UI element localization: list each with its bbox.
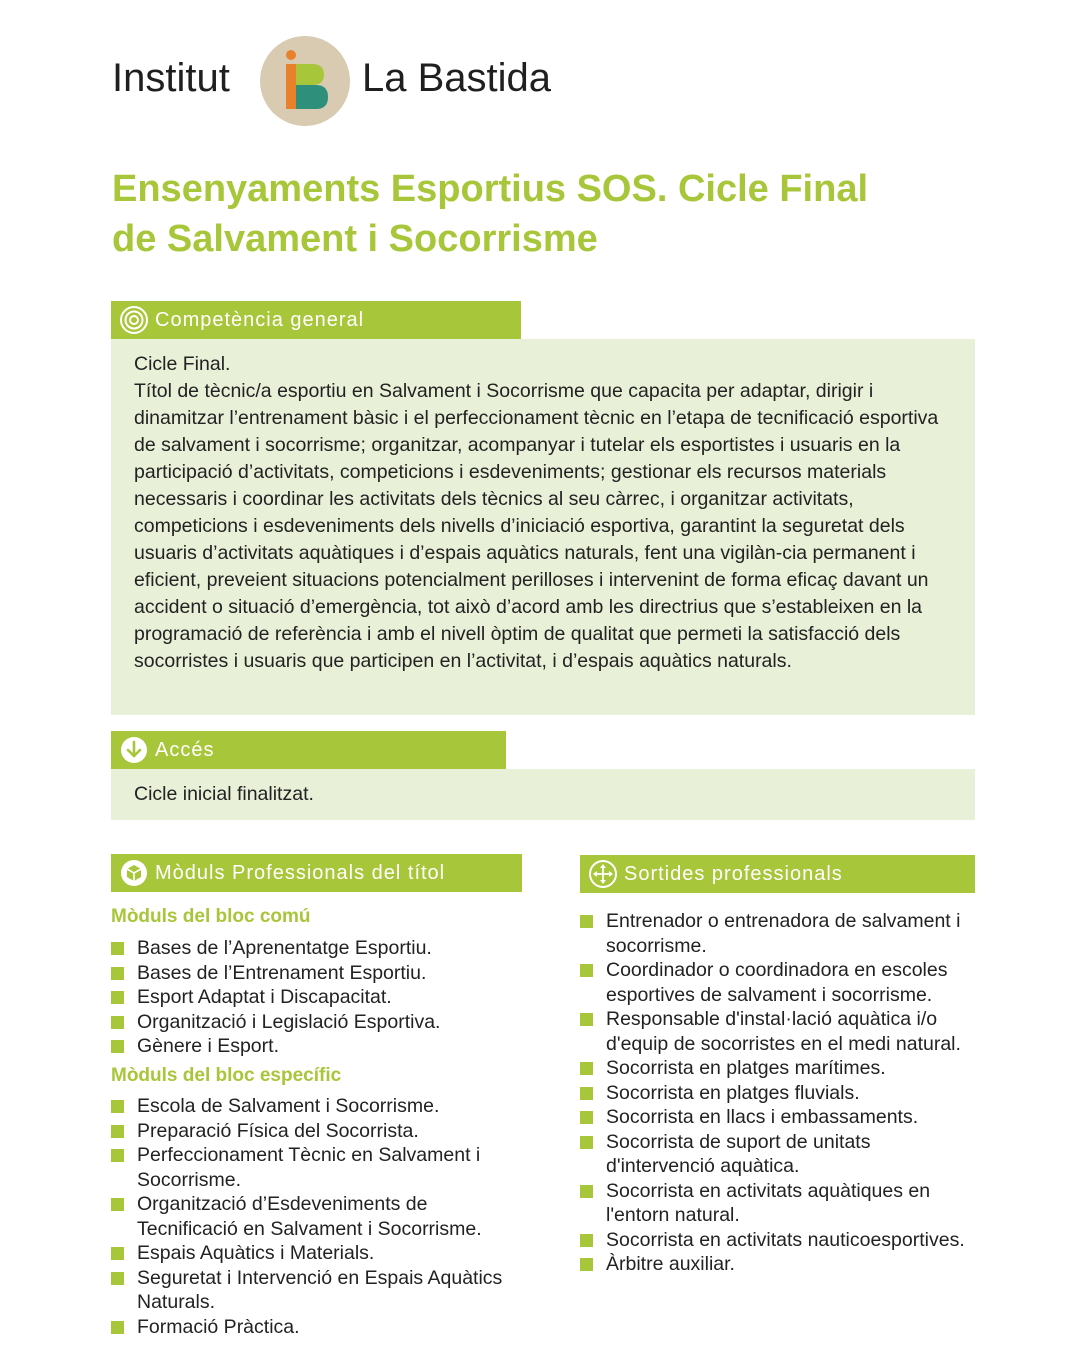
competencia-box — [111, 339, 975, 715]
brand-name-right: La Bastida — [362, 56, 552, 100]
list-item: Socorrista en activitats aquàtiques en l'entorn natural. — [580, 1179, 980, 1228]
logo-letter: B — [260, 36, 261, 37]
list-item: Socorrista en llacs i embassaments. — [580, 1105, 980, 1130]
section-header-acces — [111, 731, 506, 769]
list-item: Esport Adaptat i Discapacitat. — [111, 985, 521, 1010]
list-item: Bases de l’Aprenentatge Esportiu. — [111, 936, 521, 961]
move-arrows-icon — [588, 859, 618, 889]
list-item: Escola de Salvament i Socorrisme. — [111, 1094, 511, 1119]
list-item: Entrenador o entrenadora de salvament i socorrisme. — [580, 909, 980, 958]
sortides-list — [580, 909, 980, 1277]
list-item: Gènere i Esport. — [111, 1034, 521, 1059]
section-title: Accés — [155, 738, 215, 761]
list-item: Socorrista de suport de unitats d'intervenció aquàtica. — [580, 1130, 980, 1179]
bloc-comu-list — [111, 936, 521, 1059]
competencia-text: Títol de tècnic/a esportiu en Salvament i Socorrisme que capacita per adaptar, dirigir i dinamitzar l’entrenament bàsic i el perfeccionament tècnic en l’etapa de tecnificació esportiva de salvament i socorrisme; organitzar, acompanyar i tutelar els esportistes i usuaris en la participació d’activitats, competicions i esdeveniments; gestionar els recursos materials necessaris i coordinar les activitats dels tècnics al seu càrrec, i organitzar activitats, competicions i esdeveniments dels nivells d’iniciació esportiva, garantint la seguretat dels usuaris d’activitats aquàtiques i d’espais aquàtics naturals, fent una vigilàn-cia permanent i eficient, preveient situacions potencialment perilloses i intervenint de forma eficaç davant un accident o situació d’emergència, tot això d’acord amb les directrius que s’estableixen en la programació de referència i amb el nivell òptim de qualitat que permeti la satisfacció dels socorristes i usuaris que participen en l’activitat, i d’espais aquàtics naturals. — [134, 380, 939, 672]
list-item: Coordinador o coordinadora en escoles esportives de salvament i socorrisme. — [580, 958, 980, 1007]
list-item: Organització i Legislació Esportiva. — [111, 1010, 521, 1035]
section-header-sortides — [580, 855, 975, 893]
arrow-down-circle-icon — [119, 735, 149, 765]
list-item: Socorrista en activitats nauticoesportives. — [580, 1228, 980, 1253]
list-item: Bases de l’Entrenament Esportiu. — [111, 961, 521, 986]
bloc-comu-title: Mòduls del bloc comú — [111, 906, 311, 927]
competencia-intro: Cicle Final. — [134, 353, 231, 375]
list-item: Responsable d'instal·lació aquàtica i/o d'equip de socorristes en el medi natural. — [580, 1007, 980, 1056]
section-header-competencia — [111, 301, 521, 339]
list-item: Espais Aquàtics i Materials. — [111, 1241, 511, 1266]
list-item: Formació Pràctica. — [111, 1315, 511, 1340]
acces-text: Cicle inicial finalitzat. — [134, 783, 314, 805]
section-header-moduls — [111, 854, 522, 892]
section-title: Mòduls Professionals del títol — [155, 861, 446, 884]
bloc-especific-title: Mòduls del bloc específic — [111, 1065, 342, 1086]
list-item: Seguretat i Intervenció en Espais Aquàtics Naturals. — [111, 1266, 511, 1315]
section-title: Sortides professionals — [624, 862, 843, 885]
list-item: Àrbitre auxiliar. — [580, 1252, 980, 1277]
list-item: Organització d’Esdeveniments de Tecnificació en Salvament i Socorrisme. — [111, 1192, 511, 1241]
list-item: Perfeccionament Tècnic en Salvament i Socorrisme. — [111, 1143, 511, 1192]
cube-icon — [119, 858, 149, 888]
institut-logo — [260, 36, 350, 126]
target-icon — [119, 305, 149, 335]
page-title-line-1: Ensenyaments Esportius SOS. Cicle Final — [112, 168, 869, 210]
page-title — [112, 164, 972, 264]
list-item: Socorrista en platges marítimes. — [580, 1056, 980, 1081]
brand-name-left: Institut — [112, 56, 230, 100]
page-title-line-2: de Salvament i Socorrisme — [112, 218, 598, 260]
section-title: Competència general — [155, 308, 365, 331]
acces-box — [111, 769, 975, 820]
bloc-especific-list — [111, 1094, 511, 1339]
list-item: Socorrista en platges fluvials. — [580, 1081, 980, 1106]
list-item: Preparació Física del Socorrista. — [111, 1119, 511, 1144]
